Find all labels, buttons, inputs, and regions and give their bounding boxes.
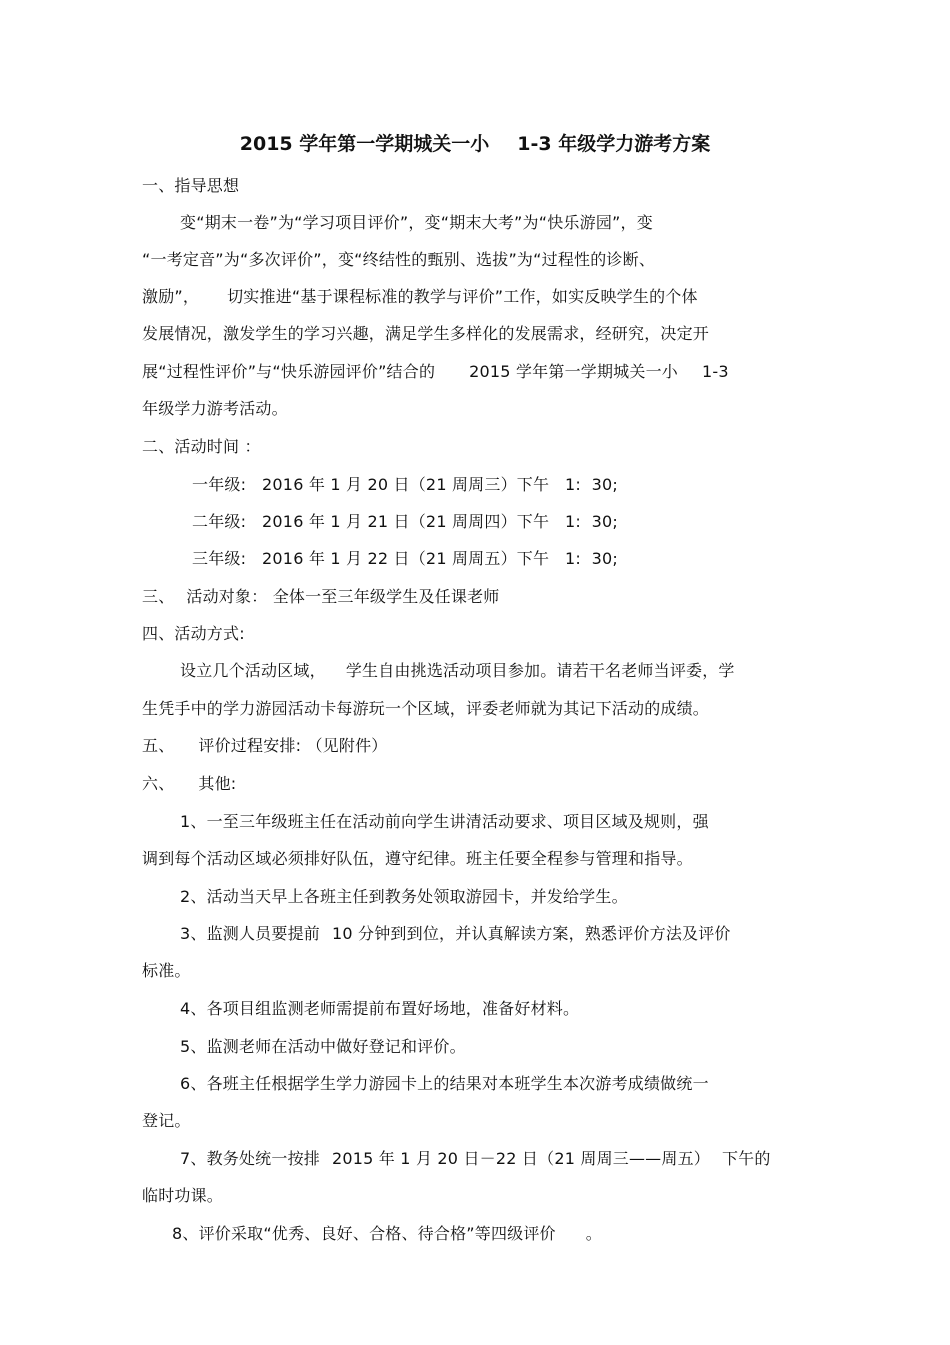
item1-line1: 1、一至三年级班主任在活动前向学生讲清活动要求、项目区域及规则，强 [180, 812, 709, 831]
section1-para-line3-b: 切实推进“基于课程标准的教学与评价”工作，如实反映学生的个体 [227, 287, 698, 306]
item1-line2: 调到每个活动区域必须排好队伍，遵守纪律。班主任要全程参与管理和指导。 [142, 849, 693, 868]
item3-line1-b: 10 分钟到到位，并认真解读方案，熟悉评价方法及评价 [331, 924, 731, 943]
section5-heading [142, 735, 387, 757]
section6-text: 其他: [198, 774, 237, 793]
item3-line2: 标准。 [142, 961, 191, 980]
section1-para-line3 [142, 286, 698, 308]
item3-line1-a: 3、监测人员要提前 [180, 924, 320, 943]
section1-para-line6: 年级学力游考活动。 [142, 399, 288, 418]
title-part2: 1-3 年级学力游考方案 [517, 133, 711, 155]
item2: 2、活动当天早上各班主任到教务处领取游园卡，并发给学生。 [180, 887, 628, 906]
section6-number: 六、 [142, 774, 175, 793]
section4-heading: 四、活动方式: [142, 624, 245, 643]
section1-para-line3-a: 激励”， [142, 287, 200, 306]
section3-heading [142, 586, 500, 608]
section1-para-line5-a: 展“过程性评价”与“快乐游园评价”结合的 [142, 362, 436, 381]
section3-text: 活动对象： 全体一至三年级学生及任课老师 [186, 587, 500, 606]
item7-line1-a: 7、教务处统一按排 [180, 1149, 320, 1168]
section6-heading [142, 773, 236, 795]
section4-para-line2: 生凭手中的学力游园活动卡每游玩一个区域，评委老师就为其记下活动的成绩。 [142, 699, 710, 718]
item8-a: 8、评价采取“优秀、良好、合格、待合格”等四级评价 [172, 1224, 556, 1243]
section4-para-line1 [180, 660, 735, 682]
section1-para-line1: 变“期末一卷”为“学习项目评价”，变“期末大考”为“快乐游园”，变 [180, 213, 653, 232]
item6-line1: 6、各班主任根据学生学力游园卡上的结果对本班学生本次游考成绩做统一 [180, 1074, 709, 1093]
item8-b: 。 [585, 1224, 602, 1243]
section4-para-line1-a: 设立几个活动区域， [180, 661, 326, 680]
item6-line2: 登记。 [142, 1111, 191, 1130]
section2-grade1: 一年级: 2016 年 1 月 20 日（21 周周三）下午 1: 30; [192, 475, 618, 494]
item8 [172, 1223, 602, 1245]
document-title [0, 131, 950, 157]
section1-heading: 一、指导思想 [142, 176, 240, 195]
section3-number: 三、 [142, 587, 175, 606]
section1-para-line4: 发展情况，激发学生的学习兴趣，满足学生多样化的发展需求，经研究，决定开 [142, 324, 710, 343]
section1-para-line5-c: 1-3 [701, 362, 729, 381]
section5-text: 评价过程安排: （见附件） [198, 736, 388, 755]
section1-para-line2: “一考定音”为“多次评价”，变“终结性的甄别、选拔”为“过程性的诊断、 [142, 250, 656, 269]
section4-para-line1-b: 学生自由挑选活动项目参加。请若干名老师当评委，学 [345, 661, 735, 680]
item3-line1 [180, 923, 731, 945]
item7-line1 [180, 1148, 771, 1170]
item5: 5、监测老师在活动中做好登记和评价。 [180, 1037, 466, 1056]
section1-para-line5-b: 2015 学年第一学期城关一小 [469, 362, 678, 381]
item7-line1-c: 下午的 [721, 1149, 771, 1168]
section1-para-line5 [142, 361, 729, 383]
section5-number: 五、 [142, 736, 175, 755]
section2-grade3: 三年级: 2016 年 1 月 22 日（21 周周五）下午 1: 30; [192, 549, 618, 568]
section2-heading: 二、活动时间 ： [142, 437, 261, 456]
title-part1: 2015 学年第一学期城关一小 [239, 133, 490, 155]
item4: 4、各项目组监测老师需提前布置好场地，准备好材料。 [180, 999, 580, 1018]
item7-line2: 临时功课。 [142, 1186, 224, 1205]
item7-line1-b: 2015 年 1 月 20 日－22 日（21 周周三——周五） [331, 1149, 710, 1168]
section2-grade2: 二年级: 2016 年 1 月 21 日（21 周周四）下午 1: 30; [192, 512, 618, 531]
